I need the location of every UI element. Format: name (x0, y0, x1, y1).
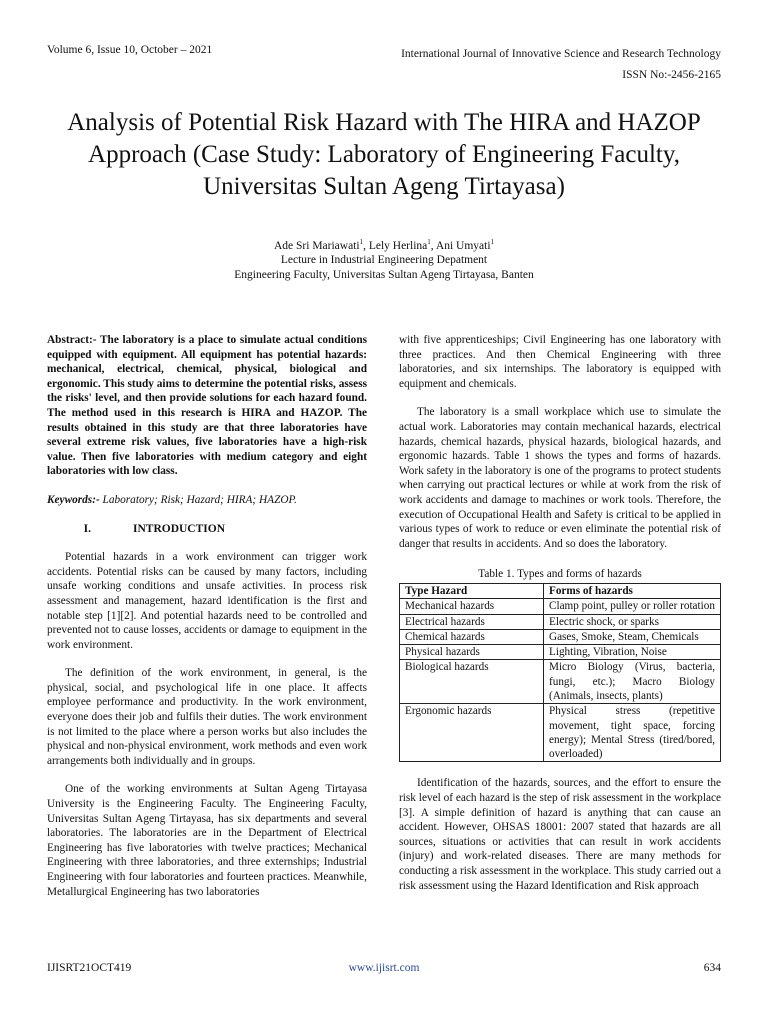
hazard-type-cell: Physical hazards (400, 645, 544, 660)
hazard-forms-cell: Clamp point, pulley or roller rotation (544, 599, 721, 614)
issn: ISSN No:-2456-2165 (622, 69, 721, 81)
hazard-forms-cell: Micro Biology (Virus, bacteria, fungi, etc.); Macro Biology (Animals, insects, plants) (544, 660, 721, 704)
section-heading (47, 522, 367, 537)
affiliation-line: Lecture in Industrial Engineering Depatment (280, 254, 488, 267)
author-block (0, 235, 768, 282)
keywords-text: Laboratory; Risk; Hazard; HIRA; HAZOP. (99, 493, 297, 506)
paragraph: with five apprenticeships; Civil Engineering has one laboratory with three practices. And then Chemical Engineering with three laboratories, and six internships. The laboratory is equipped with equipment and chemicals. (399, 334, 721, 390)
section-title: INTRODUCTION (133, 522, 226, 535)
paragraph: Potential hazards in a work environment can trigger work accidents. Potential risks can be caused by many factors, including unsafe working conditions and unsafe activities. In process risk assessment and management, hazard identification is the first and notable step [1][2]. And potential hazards need to be controlled and prevented not to cause losses, accidents or damage to equipment in the work environment. (47, 551, 367, 651)
paragraph: Identification of the hazards, sources, and the effort to ensure the risk level of each hazard is the step of risk assessment in the workplace [3]. A simple definition of hazard is anything that can cause an accident. However, OHSAS 18001: 2007 stated that hazards are all sources, situations or activities that can result in work accidents (injury) and work-related diseases. There are many methods for conducting a risk assessment in the workplace. This study carried out a risk assessment using the Hazard Identification and Risk approach (399, 777, 721, 892)
author-name: Ani Umyati (435, 239, 491, 252)
hazard-type-cell: Mechanical hazards (400, 599, 544, 614)
table-caption: Table 1. Types and forms of hazards (478, 568, 642, 581)
hazard-type-cell: Electrical hazards (400, 614, 544, 629)
hazard-forms-cell: Gases, Smoke, Steam, Chemicals (544, 629, 721, 644)
section-number: I. (83, 522, 91, 535)
keywords-label: Keywords:- (47, 493, 100, 506)
hazard-table (399, 583, 721, 763)
hazard-table-wrapper (399, 583, 721, 763)
affiliation-line: Engineering Faculty, Universitas Sultan Ageng Tirtayasa, Banten (234, 268, 534, 281)
hazard-type-cell: Biological hazards (400, 660, 544, 704)
right-column (399, 333, 721, 893)
journal-name: International Journal of Innovative Science and Research Technology (401, 48, 721, 60)
table-header-cell: Type Hazard (400, 583, 544, 598)
keywords (47, 493, 367, 508)
volume-info: Volume 6, Issue 10, October – 2021 (47, 44, 213, 56)
abstract: Abstract:- The laboratory is a place to simulate actual conditions equipped with equipment. All equipment has potential hazards: mechanical, electrical, chemical, physical, biological and ergonomic. This study aims to determine the potential risks, assess the risks' level, and then provide solutions for each hazard found. The method used in this research is HIRA and HAZOP. The results obtained in this study are that three laboratories have several extreme risk values, five laboratories have a high-risk value. Then five laboratories with medium category and eight laboratories with low class. (47, 334, 367, 478)
hazard-forms-cell: Lighting, Vibration, Noise (544, 645, 721, 660)
table-row (400, 645, 721, 660)
table-row (400, 614, 721, 629)
left-column (47, 333, 367, 899)
table-row (400, 629, 721, 644)
paragraph: The laboratory is a small workplace which use to simulate the actual work. Laboratories may contain mechanical hazards, electrical hazards, chemical hazards, physical hazards, biological hazards, and ergonomic hazards. Table 1 shows the types and forms of hazards. Work safety in the laboratory is one of the programs to protect students when carrying out practical lectures or while at work from the risk of work accidents and damage to machines or work tools. Therefore, the execution of Occupational Health and Safety is critical to be applied in various types of work to reduce or even eliminate the potential risk of danger that results in accidents. And so does the laboratory. (399, 406, 721, 550)
author-name: Ade Sri Mariawati (273, 239, 360, 252)
paper-title: Analysis of Potential Risk Hazard with The HIRA and HAZOP Approach (Case Study: Laboratory of Engineering Faculty, Universitas Sultan Ageng Tirtayasa) (67, 108, 701, 200)
table-header-row (400, 583, 721, 598)
table-row (400, 599, 721, 614)
author-name: Lely Herlina (368, 239, 428, 252)
hazard-type-cell: Chemical hazards (400, 629, 544, 644)
paragraph: One of the working environments at Sultan Ageng Tirtayasa University is the Engineering Faculty. The Engineering Faculty, Universitas Sultan Ageng Tirtayasa, has six departments and several laboratories. The laboratories are in the Department of Electrical Engineering has five laboratories with twelve practices; Mechanical Engineering with three laboratories, and three externships; Industrial Engineering with four laboratories and fourteen practices. Meanwhile, Metallurgical Engineering has two laboratories (47, 783, 367, 898)
journal-header (401, 44, 721, 86)
hazard-forms-cell: Electric shock, or sparks (544, 614, 721, 629)
article-code: IJISRT21OCT419 (47, 962, 132, 974)
hazard-type-cell: Ergonomic hazards (400, 704, 544, 762)
paragraph: The definition of the work environment, in general, is the physical, social, and psychological life in one place. It affects employee performance and productivity. In the work environment, everyone does their job and fulfils their duties. The work environment is not limited to the place where a person works but also includes the physical and non-physical environment, work methods and even work arrangements both individually and in groups. (47, 667, 367, 767)
author-affil-mark: 1 (359, 238, 364, 246)
table-row (400, 704, 721, 762)
table-row (400, 660, 721, 704)
author-names: Ade Sri Mariawati$^1$, Lely Herlina$^1$, Ani Umyati$^1$ (273, 238, 495, 252)
author-affil-mark: 1 (490, 238, 495, 246)
hazard-forms-cell: Physical stress (repetitive movement, tight space, forcing energy); Mental Stress (tired/bored, overloaded) (544, 704, 721, 762)
author-affil-mark: 1 (427, 238, 431, 246)
journal-website-link[interactable]: www.ijisrt.com (348, 962, 420, 974)
page-number: 634 (703, 962, 721, 974)
table-header-cell: Forms of hazards (544, 583, 721, 598)
